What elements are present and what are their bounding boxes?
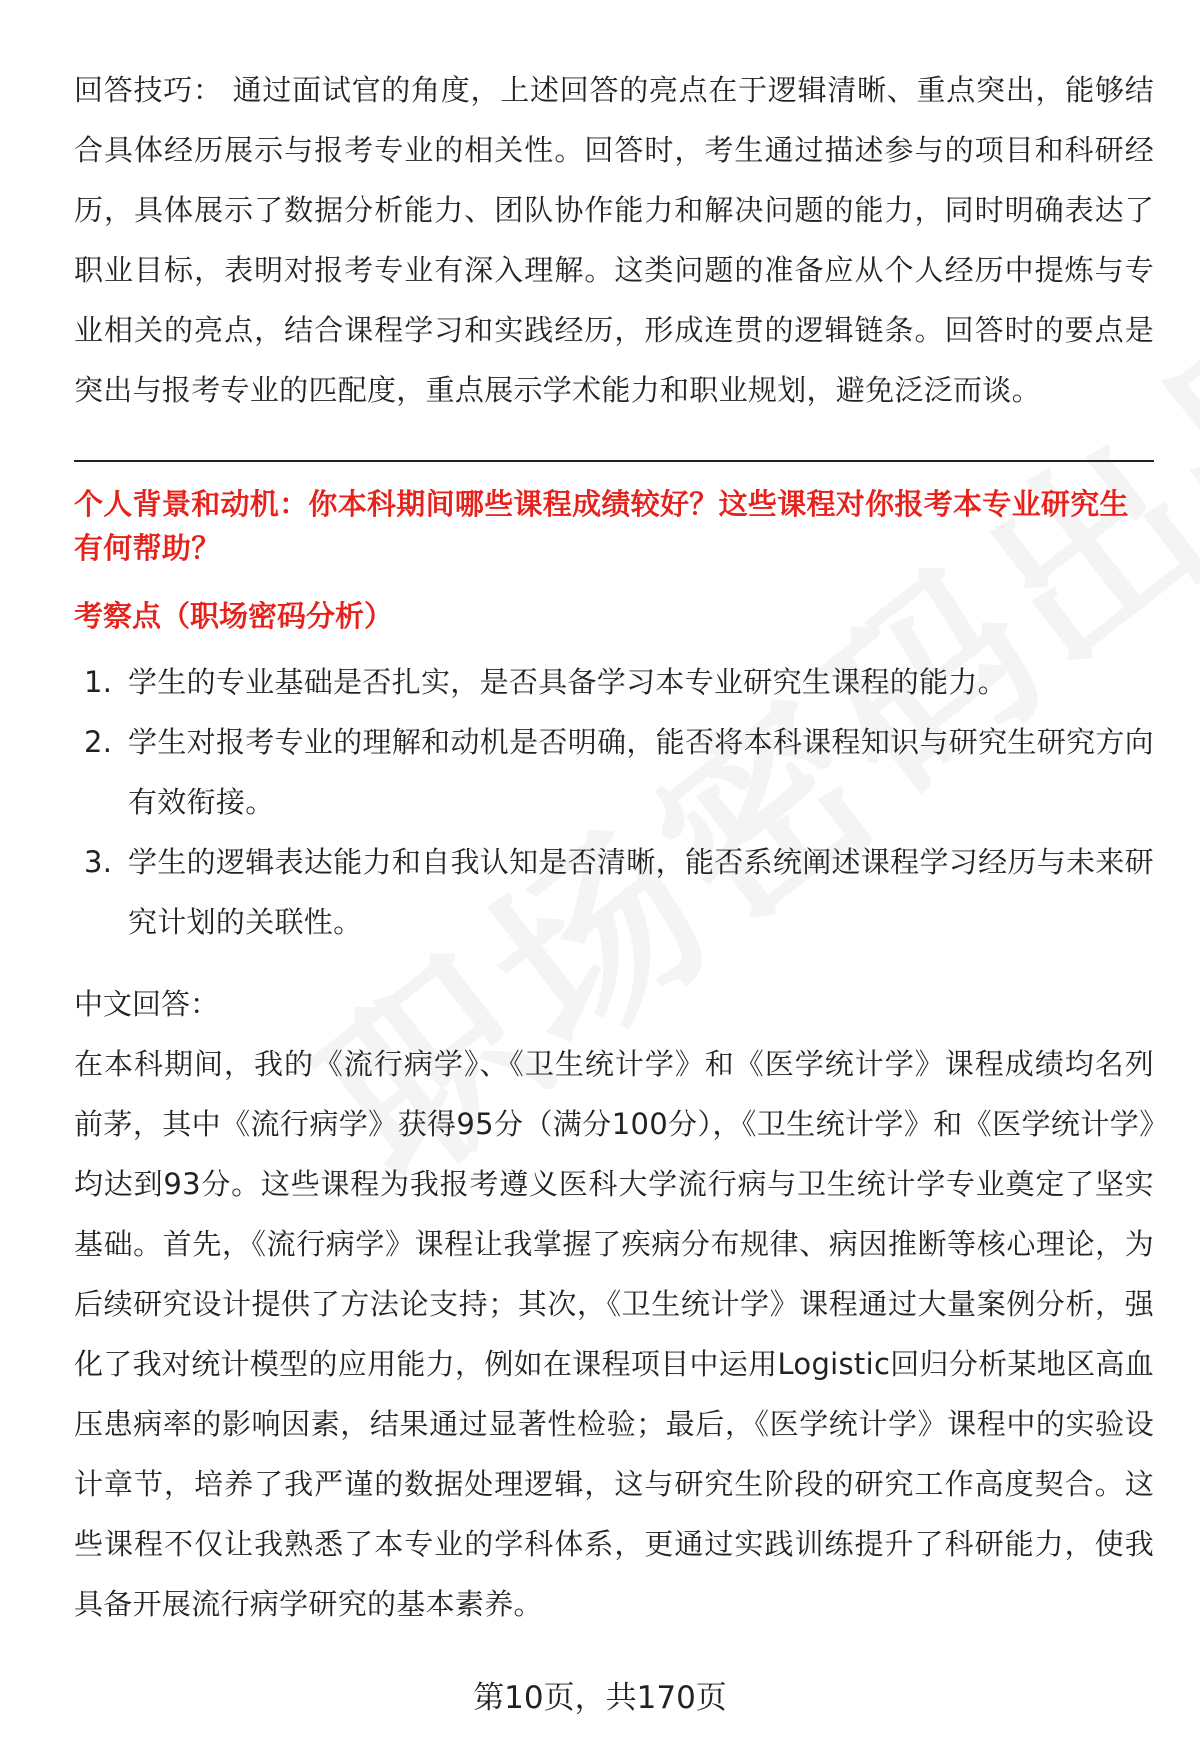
answer-paragraph: 在本科期间，我的《流行病学》、《卫生统计学》和《医学统计学》课程成绩均名列前茅，其中《流行病学》获得95分（满分100分），《卫生统计学》和《医学统计学》均达到93分。这些课程为我报考遵义医科大学流行病与卫生统计学专业奠定了坚实基础。首先，《流行病学》课程让我掌握了疾病分布规律、病因推断等核心理论，为后续研究设计提供了方法论支持；其次，《卫生统计学》课程通过大量案例分析，强化了我对统计模型的应用能力，例如在课程项目中运用Logistic回归分析某地区高血压患病率的影响因素，结果通过显著性检验；最后，《医学统计学》课程中的实验设计章节，培养了我严谨的数据处理逻辑，这与研究生阶段的研究工作高度契合。这些课程不仅让我熟悉了本专业的学科体系，更通过实践训练提升了科研能力，使我具备开展流行病学研究的基本素养。 [74, 1047, 1154, 1621]
list-item [74, 712, 1154, 832]
list-item-text: 学生对报考专业的理解和动机是否明确，能否将本科课程知识与研究生研究方向有效衔接。 [128, 725, 1154, 819]
answer-label: 中文回答： [74, 987, 220, 1021]
list-item-number: 1. [84, 665, 113, 699]
list-item-text: 学生的逻辑表达能力和自我认知是否清晰，能否系统阐述课程学习经历与未来研究计划的关联性。 [128, 845, 1154, 939]
assessment-heading: 考察点（职场密码分析） [74, 599, 394, 633]
page-footer: 第10页，共170页 [473, 1680, 727, 1716]
list-item-number: 3. [84, 845, 113, 879]
assessment-list [74, 652, 1154, 952]
section-divider [74, 460, 1154, 462]
list-item-text: 学生的专业基础是否扎实，是否具备学习本专业研究生课程的能力。 [128, 665, 1008, 699]
list-item [74, 652, 1154, 712]
document-page [74, 60, 1154, 1634]
question-heading: 个人背景和动机：你本科期间哪些课程成绩较好？这些课程对你报考本专业研究生有何帮助？ [74, 487, 1129, 565]
list-item-number: 2. [84, 725, 113, 759]
answer-tip-paragraph: 回答技巧： 通过面试官的角度，上述回答的亮点在于逻辑清晰、重点突出，能够结合具体经历展示与报考专业的相关性。回答时，考生通过描述参与的项目和科研经历，具体展示了数据分析能力、团队协作能力和解决问题的能力，同时明确表达了职业目标，表明对报考专业有深入理解。这类问题的准备应从个人经历中提炼与专业相关的亮点，结合课程学习和实践经历，形成连贯的逻辑链条。回答时的要点是突出与报考专业的匹配度，重点展示学术能力和职业规划，避免泛泛而谈。 [74, 73, 1154, 407]
list-item [74, 832, 1154, 952]
